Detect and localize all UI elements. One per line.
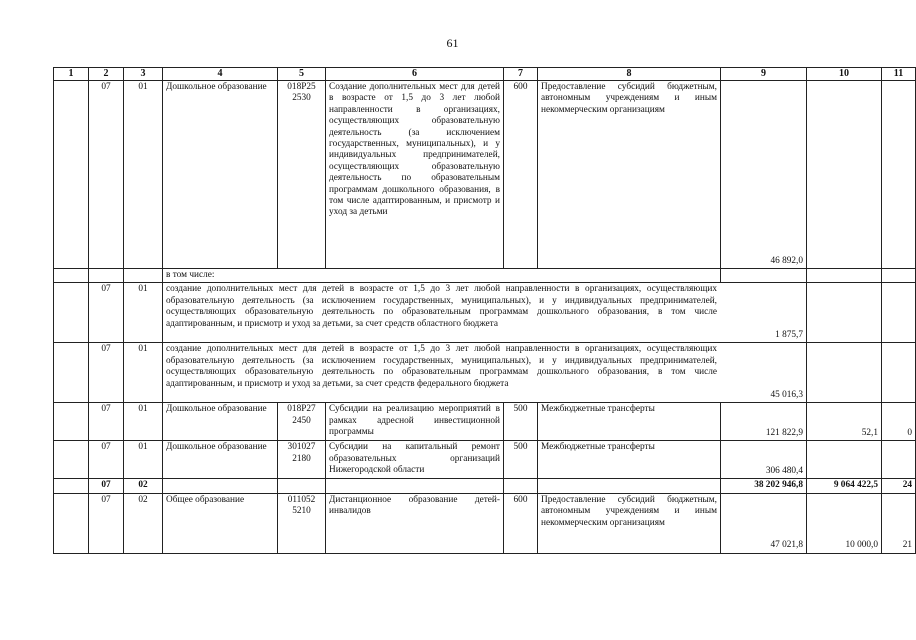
subtotal-row xyxy=(54,479,916,493)
cell-empty xyxy=(721,269,807,283)
cell-empty xyxy=(278,479,326,493)
subsection-name: Общее образование xyxy=(163,493,278,553)
expense-type-name: Межбюджетные трансферты xyxy=(538,403,721,441)
section-code: 07 xyxy=(89,81,124,269)
cell-empty xyxy=(54,283,89,343)
cell-empty xyxy=(54,479,89,493)
amount-tertiary: 21 xyxy=(882,493,916,553)
amount-total: 1 875,7 xyxy=(721,283,807,343)
article-name: Субсидии на реализацию мероприятий в рамках адресной инвестиционной программы xyxy=(326,403,504,441)
subsection-code: 01 xyxy=(124,403,163,441)
cell-empty xyxy=(54,441,89,479)
expense-type-name: Межбюджетные трансферты xyxy=(538,441,721,479)
amount-tertiary xyxy=(882,283,916,343)
cell-empty xyxy=(54,269,89,283)
cell-empty xyxy=(54,81,89,269)
article-name: Субсидии на капитальный ремонт образовательных организаций Нижегородской области xyxy=(326,441,504,479)
cell-empty xyxy=(54,493,89,553)
header-cell: 1 xyxy=(54,68,89,81)
subsection-code: 01 xyxy=(124,441,163,479)
amount-secondary xyxy=(807,81,882,269)
section-code: 07 xyxy=(89,343,124,403)
section-code: 07 xyxy=(89,441,124,479)
table-row xyxy=(54,81,916,269)
subsection-code: 01 xyxy=(124,283,163,343)
cell-empty xyxy=(882,269,916,283)
subsection-name: Дошкольное образование xyxy=(163,81,278,269)
cell-empty xyxy=(807,269,882,283)
amount-total: 45 016,3 xyxy=(721,343,807,403)
amount-total: 38 202 946,8 xyxy=(721,479,807,493)
amount-total: 47 021,8 xyxy=(721,493,807,553)
amount-tertiary xyxy=(882,343,916,403)
article-name: Дистанционное образование детей-инвалидов xyxy=(326,493,504,553)
cell-empty xyxy=(54,343,89,403)
article-name: Создание дополнительных мест для детей в возрасте от 1,5 до 3 лет любой направленности в организациях, осуществляющих образовательную деятельность (за исключением государственных, муниципальных), и у индивидуальных предпринимателей, осуществляющих образовательную деятельность по образовательным программам дошкольного образования, в том числе адаптированным, и присмотр и уход за детьми xyxy=(326,81,504,269)
including-label: в том числе: xyxy=(163,269,721,283)
subsection-code: 01 xyxy=(124,81,163,269)
cell-empty xyxy=(89,269,124,283)
amount-tertiary: 24 xyxy=(882,479,916,493)
budget-table xyxy=(53,67,916,554)
header-cell: 3 xyxy=(124,68,163,81)
amount-secondary xyxy=(807,283,882,343)
expense-type-code: 500 xyxy=(504,403,538,441)
section-code: 07 xyxy=(89,403,124,441)
header-cell: 2 xyxy=(89,68,124,81)
header-cell: 6 xyxy=(326,68,504,81)
page-number: 61 xyxy=(446,36,459,50)
section-code: 07 xyxy=(89,493,124,553)
header-cell: 7 xyxy=(504,68,538,81)
header-cell: 10 xyxy=(807,68,882,81)
header-cell: 8 xyxy=(538,68,721,81)
section-code: 07 xyxy=(89,479,124,493)
amount-secondary: 10 000,0 xyxy=(807,493,882,553)
header-cell: 9 xyxy=(721,68,807,81)
subsection-code: 02 xyxy=(124,479,163,493)
amount-total: 121 822,9 xyxy=(721,403,807,441)
amount-secondary xyxy=(807,343,882,403)
subsection-name: Дошкольное образование xyxy=(163,441,278,479)
cell-empty xyxy=(163,479,278,493)
subsection-name: Дошкольное образование xyxy=(163,403,278,441)
header-cell: 4 xyxy=(163,68,278,81)
cell-empty xyxy=(54,403,89,441)
expense-type-name: Предоставление субсидий бюджетным, автономным учреждениям и иным некоммерческим организациям xyxy=(538,493,721,553)
header-cell: 11 xyxy=(882,68,916,81)
table-row xyxy=(54,493,916,553)
target-article-code: 301027 2180 xyxy=(278,441,326,479)
header-row xyxy=(54,68,916,81)
expense-type-code: 600 xyxy=(504,81,538,269)
amount-secondary: 52,1 xyxy=(807,403,882,441)
target-article-code: 018P27 2450 xyxy=(278,403,326,441)
amount-total: 306 480,4 xyxy=(721,441,807,479)
target-article-code: 018P25 2530 xyxy=(278,81,326,269)
expense-type-name: Предоставление субсидий бюджетным, автономным учреждениям и иным некоммерческим организациям xyxy=(538,81,721,269)
sub-item-description: создание дополнительных мест для детей в возрасте от 1,5 до 3 лет любой направленности в организациях, осуществляющих образовательную деятельность (за исключением государственных, муниципальных), и у индивидуальных предпринимателей, осуществляющих образовательную деятельность по образовательным программам дошкольного образования, в том числе адаптированным, и присмотр и уход за детьми, за счет средств федерального бюджета xyxy=(163,343,721,403)
amount-tertiary xyxy=(882,441,916,479)
subsection-code: 01 xyxy=(124,343,163,403)
amount-tertiary xyxy=(882,81,916,269)
table-row xyxy=(54,403,916,441)
expense-type-code: 500 xyxy=(504,441,538,479)
table-row xyxy=(54,441,916,479)
amount-secondary xyxy=(807,441,882,479)
table-row xyxy=(54,343,916,403)
sub-item-description: создание дополнительных мест для детей в возрасте от 1,5 до 3 лет любой направленности в организациях, осуществляющих образовательную деятельность (за исключением государственных, муниципальных), и у индивидуальных предпринимателей, осуществляющих образовательную деятельность по образовательным программам дошкольного образования, в том числе адаптированным, и присмотр и уход за детьми, за счет средств областного бюджета xyxy=(163,283,721,343)
table-row xyxy=(54,283,916,343)
target-article-code: 011052 5210 xyxy=(278,493,326,553)
header-cell: 5 xyxy=(278,68,326,81)
amount-secondary: 9 064 422,5 xyxy=(807,479,882,493)
amount-total: 46 892,0 xyxy=(721,81,807,269)
cell-empty xyxy=(504,479,538,493)
section-code: 07 xyxy=(89,283,124,343)
cell-empty xyxy=(124,269,163,283)
cell-empty xyxy=(538,479,721,493)
amount-tertiary: 0 xyxy=(882,403,916,441)
cell-empty xyxy=(326,479,504,493)
subsection-code: 02 xyxy=(124,493,163,553)
table-row xyxy=(54,269,916,283)
expense-type-code: 600 xyxy=(504,493,538,553)
